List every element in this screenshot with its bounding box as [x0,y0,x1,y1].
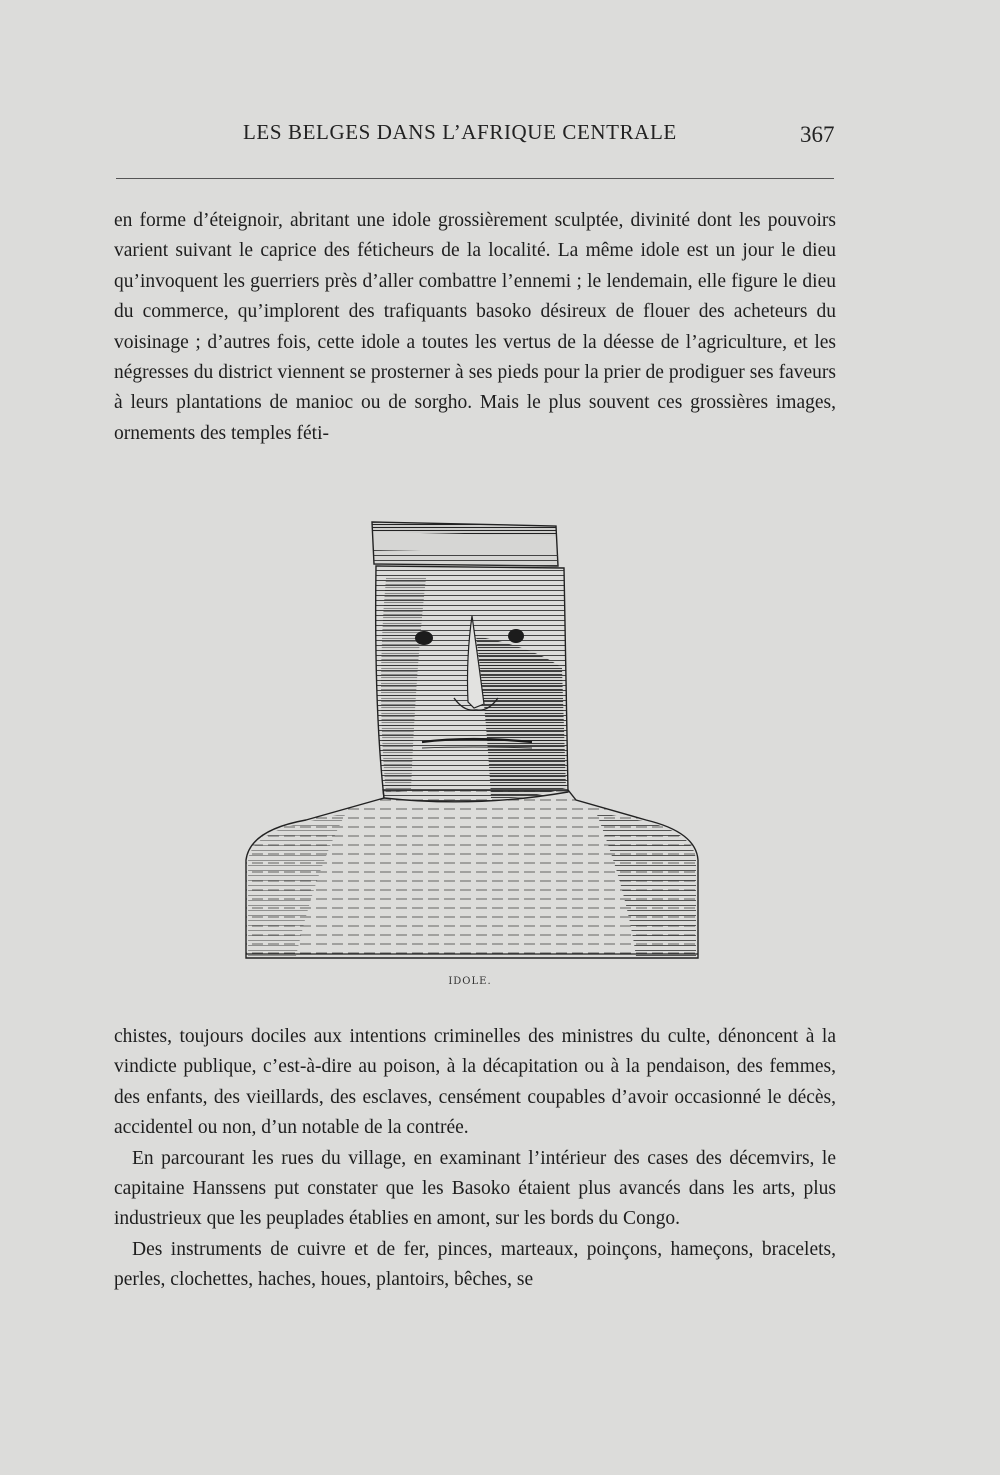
running-head [0,120,1000,154]
header-rule [116,178,834,179]
right-eye [508,629,524,643]
idol-illustration [236,508,706,964]
idol-engraving [236,508,706,964]
body-text-bottom [114,1022,836,1296]
running-title: LES BELGES DANS L’AFRIQUE CENTRALE [243,120,677,144]
body-text-top [114,206,836,449]
paragraph-2: En parcourant les rues du village, en examinant l’intérieur des cases des décemvirs, le capitaine Hanssens put constater que les Basoko étaient plus avancés dans les arts, plus industrieux que les peuplades établies en amont, sur les bords du Congo. [114,1147,836,1230]
paragraph-3: Des instruments de cuivre et de fer, pinces, marteaux, poinçons, hameçons, bracelets, perles, clochettes, haches, houes, plantoirs, bêches, se [114,1238,836,1291]
page-number: 367 [800,122,835,147]
paragraph-top: en forme d’éteignoir, abritant une idole grossièrement sculptée, divinité dont les pouvoirs varient suivant le caprice des féticheurs de la localité. La même idole est un jour le dieu qu’invoquent les guerriers près d’aller combattre l’ennemi ; le lendemain, elle figure le dieu du commerce, qu’implorent des trafiquants basoko désireux de flouer des acheteurs du voisinage ; d’autres fois, cette idole a toutes les vertus de la déesse de l’agriculture, et les négresses du district viennent se prosterner à ses pieds pour la prier de prodiguer ses faveurs à leurs plantations de manioc ou de sorgho. Mais le plus souvent ces grossières images, ornements des temples féti- [114,210,836,444]
figure-caption: IDOLE. [448,976,492,987]
left-eye [415,631,433,645]
paragraph-1: chistes, toujours dociles aux intentions criminelles des ministres du culte, dénoncent à la vindicte publique, c’est-à-dire au poison, à la décapitation ou à la pendaison, des femmes, des enfants, des vieillards, des esclaves, censément coupables d’avoir occasionné le décès, accidentel ou non, d’un notable de la contrée. [114,1026,836,1139]
